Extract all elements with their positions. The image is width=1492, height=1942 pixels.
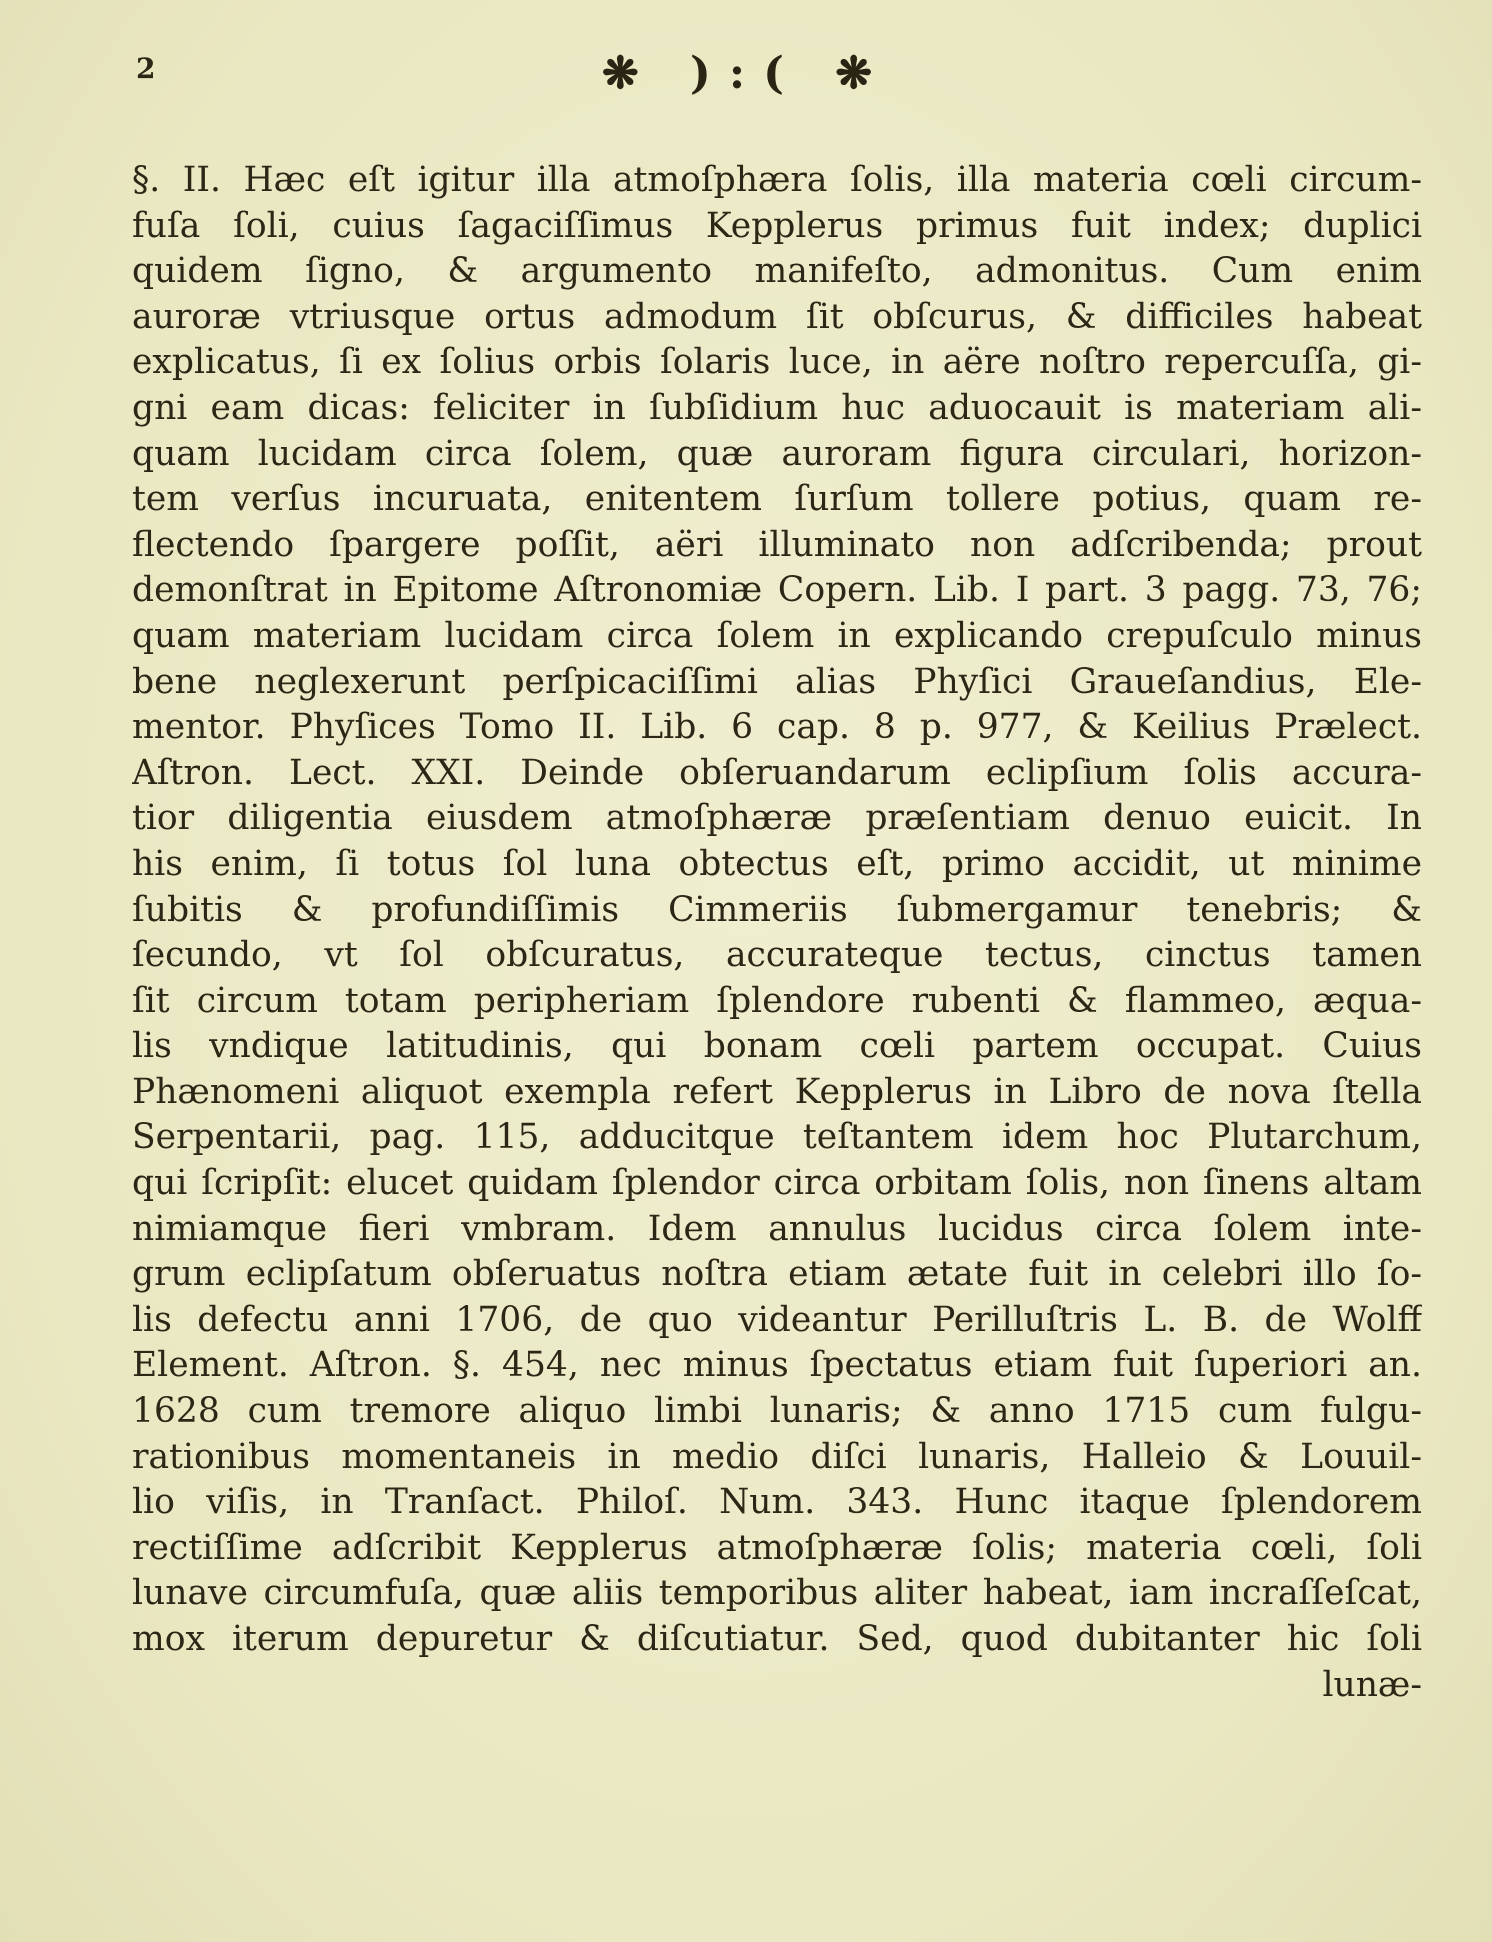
text-line-14: Aſtron. Lect. XXI. Deinde obſeruandarum eclipſium ſolis accura- bbox=[132, 752, 1422, 793]
main-text bbox=[132, 158, 1422, 1708]
page-number: 2 bbox=[136, 52, 156, 85]
text-line-11: quam materiam lucidam circa ſolem in explicando crepuſculo minus bbox=[132, 615, 1422, 656]
text-line-2: fuſa ſoli, cuius ſagaciſſimus Kepplerus primus fuit index; duplici bbox=[132, 205, 1422, 246]
text-line-6: gni eam dicas: feliciter in ſubſidium huc aduocauit is materiam ali- bbox=[132, 387, 1422, 428]
text-line-10: demonſtrat in Epitome Aſtronomiæ Copern. Lib. I part. 3 pagg. 73, 76; bbox=[132, 570, 1422, 611]
text-line-23: qui ſcripſit: elucet quidam ſplendor circa orbitam ſolis, non ſinens altam bbox=[132, 1163, 1422, 1204]
text-line-19: ſit circum totam peripheriam ſplendore rubenti & flammeo, æqua- bbox=[132, 980, 1422, 1021]
text-line-5: explicatus, ſi ex ſolius orbis ſolaris luce, in aëre noſtro repercuſſa, gi- bbox=[132, 342, 1422, 383]
text-line-1: §. II. Hæc eſt igitur illa atmoſphæra ſolis, illa materia cœli circum- bbox=[132, 160, 1422, 200]
text-line-27: Element. Aſtron. §. 454, nec minus ſpectatus etiam fuit ſuperiori an. bbox=[132, 1345, 1422, 1386]
catchword: lunæ- bbox=[1322, 1664, 1422, 1705]
text-line-4: auroræ vtriusque ortus admodum ſit obſcurus, & difficiles habeat bbox=[132, 296, 1422, 337]
text-line-31: rectiſſime adſcribit Kepplerus atmoſphæræ ſolis; materia cœli, ſoli bbox=[132, 1527, 1422, 1568]
text-line-16: his enim, ſi totus ſol luna obtectus eſt, primo accidit, ut minime bbox=[132, 843, 1422, 884]
text-line-18: ſecundo, vt ſol obſcuratus, accurateque tectus, cinctus tamen bbox=[132, 935, 1422, 976]
text-line-32: lunave circumfuſa, quæ aliis temporibus aliter habeat, iam incraſſeſcat, bbox=[132, 1573, 1422, 1614]
text-line-20: lis vndique latitudinis, qui bonam cœli partem occupat. Cuius bbox=[132, 1026, 1422, 1067]
header-ornament: ❋ ):( ❋ bbox=[601, 48, 891, 99]
text-line-12: bene neglexerunt perſpicaciſſimi alias Phyſici Graueſandius, Ele- bbox=[132, 661, 1422, 702]
text-line-15: tior diligentia eiusdem atmoſphæræ præſentiam denuo euicit. In bbox=[132, 798, 1422, 839]
text-line-9: flectendo ſpargere poſſit, aëri illuminato non adſcribenda; prout bbox=[132, 524, 1422, 565]
text-line-8: tem verſus incuruata, enitentem ſurſum tollere potius, quam re- bbox=[132, 479, 1422, 520]
text-line-13: mentor. Phyſices Tomo II. Lib. 6 cap. 8 p. 977, & Keilius Prælect. bbox=[132, 707, 1422, 748]
text-line-17: ſubitis & profundiſſimis Cimmeriis ſubmergamur tenebris; & bbox=[132, 889, 1422, 930]
text-line-26: lis defectu anni 1706, de quo videantur Perilluſtris L. B. de Wolff bbox=[132, 1299, 1422, 1340]
text-line-28: 1628 cum tremore aliquo limbi lunaris; & anno 1715 cum fulgu- bbox=[132, 1391, 1422, 1432]
text-line-24: nimiamque fieri vmbram. Idem annulus lucidus circa ſolem inte- bbox=[132, 1208, 1422, 1249]
text-line-3: quidem ſigno, & argumento manifeſto, admonitus. Cum enim bbox=[132, 251, 1422, 292]
text-line-7: quam lucidam circa ſolem, quæ auroram figura circulari, horizon- bbox=[132, 433, 1422, 474]
text-line-22: Serpentarii, pag. 115, adducitque teſtantem idem hoc Plutarchum, bbox=[132, 1117, 1422, 1158]
text-line-30: lio viſis, in Tranſact. Philoſ. Num. 343. Hunc itaque ſplendorem bbox=[132, 1482, 1422, 1523]
text-line-33: mox iterum depuretur & diſcutiatur. Sed, quod dubitanter hic ſoli bbox=[132, 1619, 1422, 1659]
text-line-29: rationibus momentaneis in medio diſci lunaris, Halleio & Louuil- bbox=[132, 1436, 1422, 1477]
text-line-21: Phænomeni aliquot exempla refert Kepplerus in Libro de nova ſtella bbox=[132, 1071, 1422, 1112]
text-line-25: grum eclipſatum obſeruatus noſtra etiam ætate fuit in celebri illo ſo- bbox=[132, 1254, 1422, 1295]
